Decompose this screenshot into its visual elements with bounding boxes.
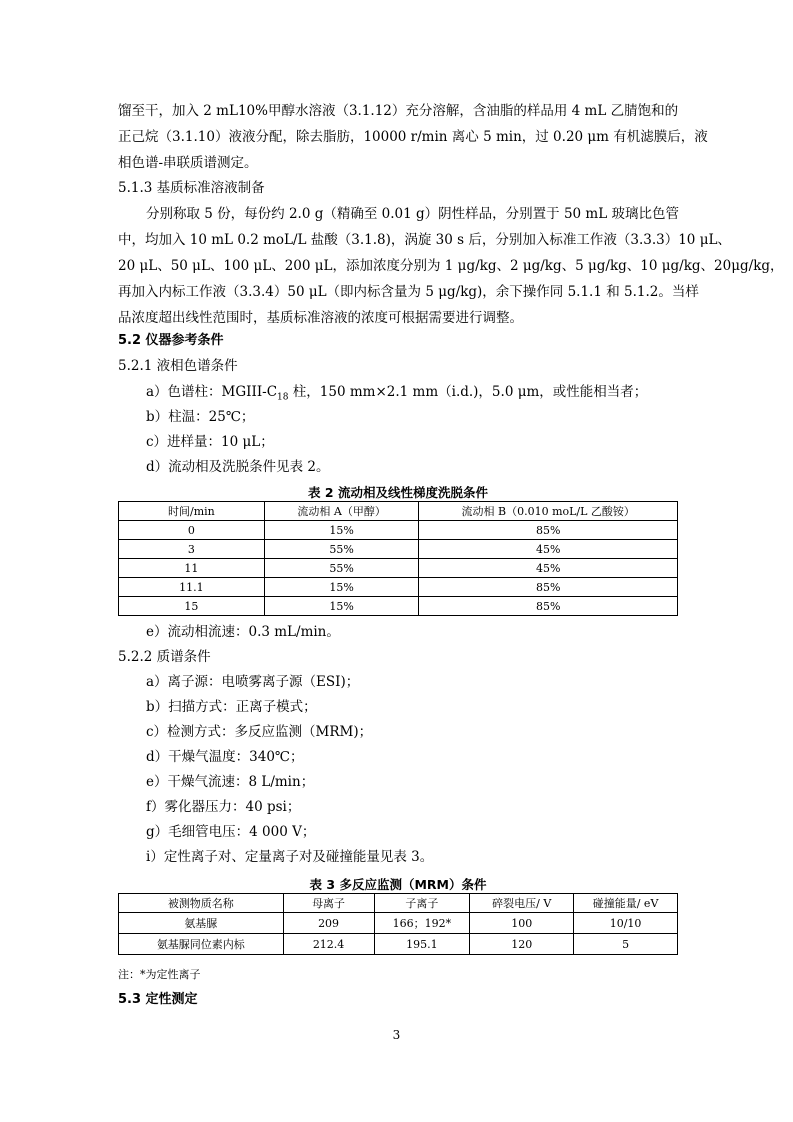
table3-header-precursor: 母离子 (283, 894, 374, 913)
ms-item-g: g）毛细管电压：4 000 V； (146, 824, 316, 840)
para2-line5: 品浓度超出线性范围时，基质标准溶液的浓度可根据需要进行调整。 (118, 310, 523, 326)
table-cell: 氨基脲同位素内标 (119, 934, 284, 955)
table-cell: 120 (470, 934, 574, 955)
table-cell: 166；192* (374, 913, 470, 934)
table-cell: 15% (264, 597, 419, 616)
para2-line3: 20 μL、50 μL、100 μL、200 μL，添加浓度分别为 1 μg/kg、2 μg/kg、5 μg/kg、10 μg/kg、20μg/kg， (118, 258, 784, 274)
para1-line3: 相色谱-串联质谱测定。 (118, 155, 258, 171)
table-cell: 209 (283, 913, 374, 934)
table-cell: 55% (264, 540, 419, 559)
lc-item-a-subscript: 18 (277, 392, 289, 403)
table-cell: 氨基脲 (119, 913, 284, 934)
table-cell: 85% (419, 578, 678, 597)
table2-header-b: 流动相 B（0.010 moL/L 乙酸铵） (419, 502, 678, 521)
lc-item-e: e）流动相流速：0.3 mL/min。 (146, 624, 340, 640)
table-cell: 11 (119, 559, 265, 578)
para2-line2: 中，均加入 10 mL 0.2 moL/L 盐酸（3.1.8)，涡旋 30 s 后，分别加入标准工作液（3.3.3）10 μL、 (118, 232, 731, 248)
ms-item-d: d）干燥气温度：340℃； (146, 749, 304, 765)
table-cell: 100 (470, 913, 574, 934)
section-5-2-heading: 5.2 仪器参考条件 (118, 333, 224, 348)
table2 (118, 501, 678, 616)
table-cell: 5 (574, 934, 678, 955)
section-5-2-1-heading: 5.2.1 液相色谱条件 (118, 358, 238, 374)
section-5-2-2-heading: 5.2.2 质谱条件 (118, 649, 211, 665)
table-row (119, 521, 678, 540)
table-cell: 85% (419, 597, 678, 616)
table3-header-product: 子离子 (374, 894, 470, 913)
table-cell: 55% (264, 559, 419, 578)
para2-line1: 分别称取 5 份，每份约 2.0 g（精确至 0.01 g）阴性样品，分别置于 50 mL 玻璃比色管 (146, 206, 679, 222)
lc-item-c: c）进样量：10 μL； (146, 434, 274, 450)
table-cell: 3 (119, 540, 265, 559)
table-cell: 0 (119, 521, 265, 540)
ms-item-c: c）检测方式：多反应监测（MRM)； (146, 724, 373, 740)
table2-header-a: 流动相 A（甲醇） (264, 502, 419, 521)
ms-item-f: f）雾化器压力：40 psi； (146, 799, 301, 815)
para1-line2: 正己烷（3.1.10）液液分配，除去脂肪，10000 r/min 离心 5 min，过 0.20 μm 有机滤膜后，液 (118, 129, 708, 145)
table-cell: 15 (119, 597, 265, 616)
table3 (118, 893, 678, 955)
section-5-1-3-heading: 5.1.3 基质标准溶液制备 (118, 180, 265, 196)
table3-header-name: 被测物质名称 (119, 894, 284, 913)
table-cell: 45% (419, 559, 678, 578)
ms-item-i: i）定性离子对、定量离子对及碰撞能量见表 3。 (146, 849, 434, 865)
lc-item-a-text-end: 柱，150 mm×2.1 mm（i.d.)，5.0 μm，或性能相当者； (288, 384, 648, 400)
table-cell: 11.1 (119, 578, 265, 597)
table2-caption: 表 2 流动相及线性梯度洗脱条件 (308, 485, 488, 500)
table-cell: 10/10 (574, 913, 678, 934)
table-cell: 15% (264, 578, 419, 597)
table2-header-row (119, 502, 678, 521)
table-cell: 45% (419, 540, 678, 559)
para1-line1: 馏至干，加入 2 mL10%甲醇水溶液（3.1.12）充分溶解，含油脂的样品用 4 mL 乙腈饱和的 (118, 103, 679, 119)
table-cell: 195.1 (374, 934, 470, 955)
para2-line4: 再加入内标工作液（3.3.4）50 μL（即内标含量为 5 μg/kg)，余下操作同 5.1.1 和 5.1.2。当样 (118, 284, 699, 300)
table2-header-time: 时间/min (119, 502, 265, 521)
table-cell: 85% (419, 521, 678, 540)
table-row (119, 578, 678, 597)
table-row (119, 540, 678, 559)
table3-header-energy: 碰撞能量/ eV (574, 894, 678, 913)
table-row (119, 934, 678, 955)
lc-item-a-text: a）色谱柱：MGIII-C (146, 384, 278, 400)
table3-header-voltage: 碎裂电压/ V (470, 894, 574, 913)
ms-item-e: e）干燥气流速：8 L/min； (146, 774, 315, 790)
table-row (119, 597, 678, 616)
page-number: 3 (392, 1028, 401, 1042)
table3-header-row (119, 894, 678, 913)
ms-item-b: b）扫描方式：正离子模式； (146, 699, 317, 715)
table-row (119, 913, 678, 934)
section-5-3-heading: 5.3 定性测定 (118, 992, 198, 1007)
table-cell: 212.4 (283, 934, 374, 955)
table-row (119, 559, 678, 578)
table3-note: 注：*为定性离子 (118, 968, 201, 981)
lc-item-d: d）流动相及洗脱条件见表 2。 (146, 459, 330, 475)
ms-item-a: a）离子源：电喷雾离子源（ESI)； (146, 674, 360, 690)
lc-item-b: b）柱温：25℃； (146, 409, 255, 425)
table3-caption: 表 3 多反应监测（MRM）条件 (309, 877, 487, 892)
table-cell: 15% (264, 521, 419, 540)
